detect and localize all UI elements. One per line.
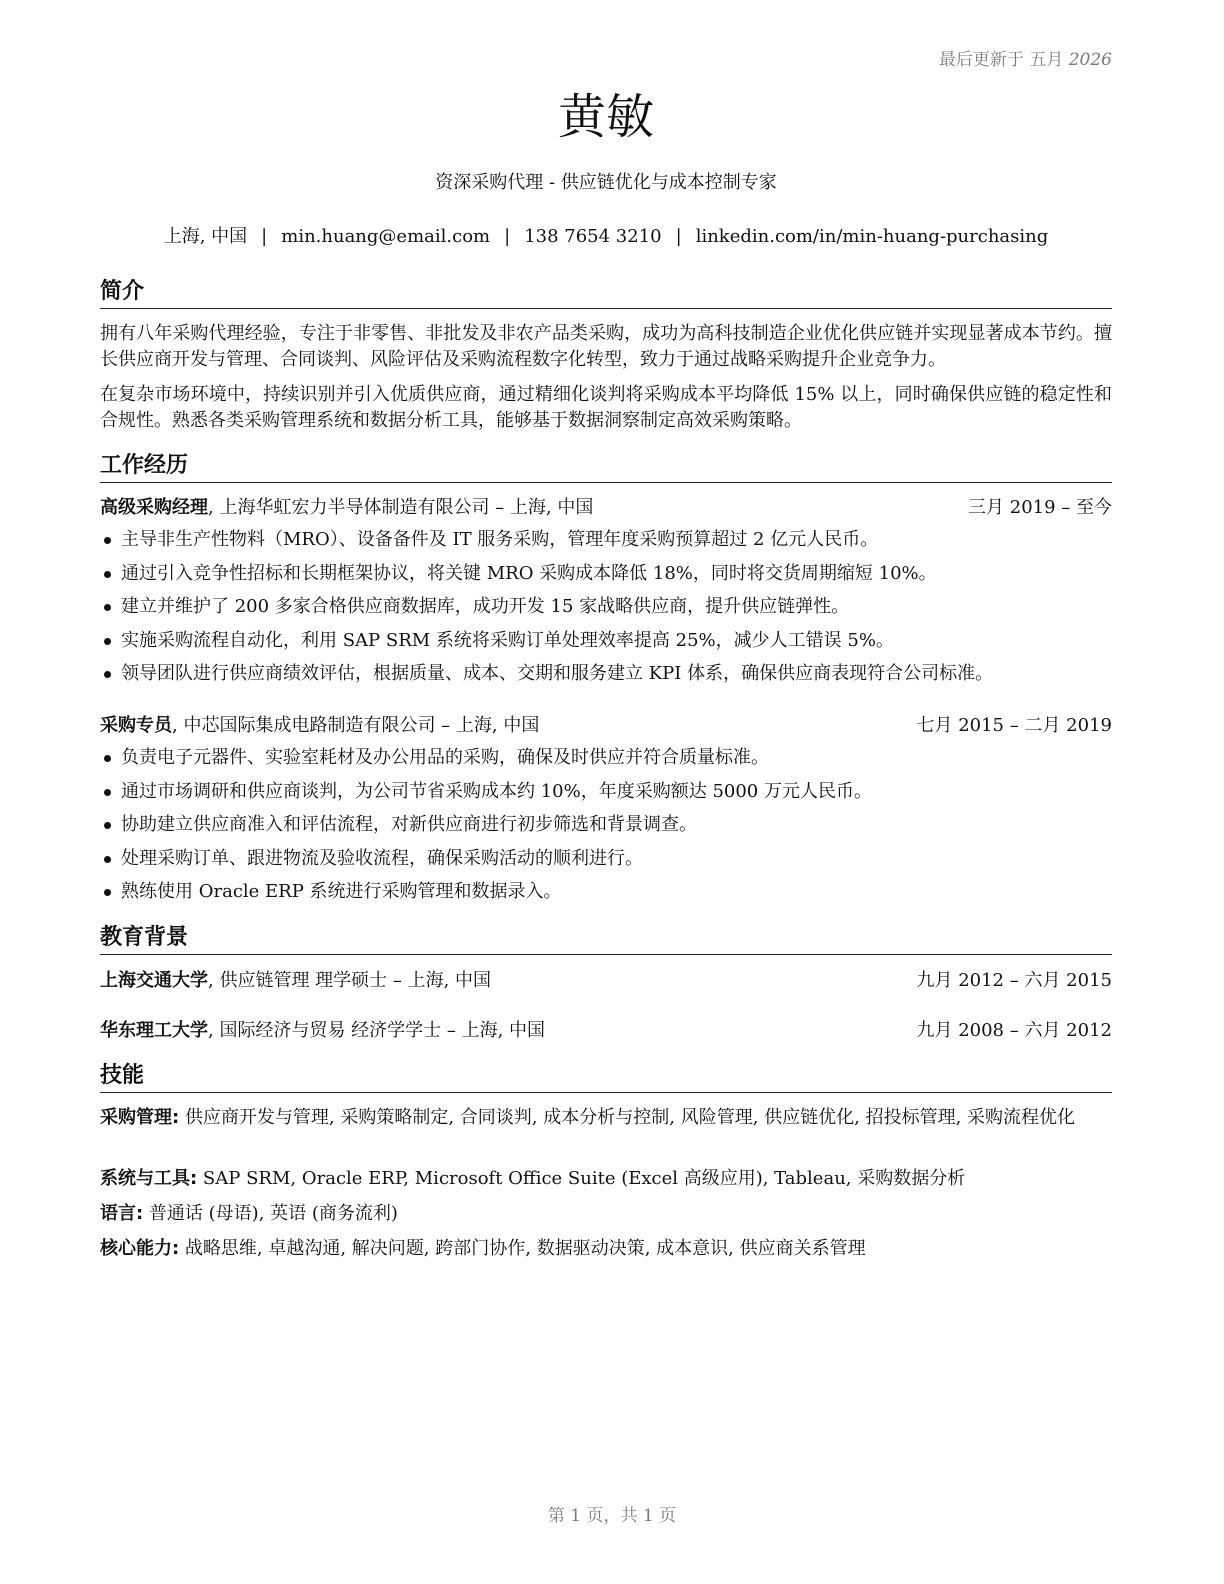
contact-line [100,225,1112,249]
job-role: 高级采购经理 [100,497,208,518]
education-school: 上海交通大学 [100,970,208,991]
contact-phone: 138 7654 3210 [524,226,662,247]
section-title-skills: 技能 [100,1062,1112,1093]
education-entry [100,1018,1112,1044]
skill-text: 供应商开发与管理, 采购策略制定, 合同谈判, 成本分析与控制, 风险管理, 供应链优化, 招投标管理, 采购流程优化 [179,1107,1076,1128]
contact-location: 上海, 中国 [163,226,248,247]
job-role: 采购专员 [100,715,172,736]
skill-label: 采购管理: [100,1107,180,1128]
skill-label: 语言: [100,1203,144,1224]
last-updated-year: 2026 [1068,50,1112,70]
job-company: , 中芯国际集成电路制造有限公司 – 上海, 中国 [172,715,540,736]
headline: 资深采购代理 - 供应链优化与成本控制专家 [435,172,777,193]
education-dates: 九月 2012 – 六月 2015 [916,970,1112,991]
contact-separator: | [261,226,268,247]
page-footer: 第 1 页，共 1 页 [547,1506,677,1526]
job-header [100,713,1112,739]
education-dates: 九月 2008 – 六月 2012 [916,1020,1112,1041]
contact-email[interactable]: min.huang@email.com [281,226,491,247]
job-bullet: 领导团队进行供应商绩效评估，根据质量、成本、交期和服务建立 KPI 体系，确保供应商表现符合公司标准。 [100,661,1112,695]
summary-paragraph: 拥有八年采购代理经验，专注于非零售、非批发及非农产品类采购，成功为高科技制造企业优化供应链并实现显著成本节约。擅长供应商开发与管理、合同谈判、风险评估及采购流程数字化转型，致力于通过战略采购提升企业竞争力。 [100,323,1112,370]
job-bullet: 负责电子元器件、实验室耗材及办公用品的采购，确保及时供应并符合质量标准。 [100,745,1112,779]
last-updated [939,45,1112,70]
job-bullet: 协助建立供应商准入和评估流程，对新供应商进行初步筛选和背景调查。 [100,812,1112,846]
job-company: , 上海华虹宏力半导体制造有限公司 – 上海, 中国 [208,497,594,518]
last-updated-label: 最后更新于 [938,50,1024,70]
section-title-summary: 简介 [100,278,1112,309]
contact-separator: | [504,226,511,247]
skill-text: SAP SRM, Oracle ERP, Microsoft Office Suite (Excel 高级应用), Tableau, 采购数据分析 [197,1168,966,1189]
job-dates: 七月 2015 – 二月 2019 [916,715,1112,736]
skill-text: 战略思维, 卓越沟通, 解决问题, 跨部门协作, 数据驱动决策, 成本意识, 供应商关系管理 [179,1238,866,1259]
last-updated-month: 五月 [1029,50,1064,70]
job-bullet: 熟练使用 Oracle ERP 系统进行采购管理和数据录入。 [100,879,1112,913]
candidate-name: 黄敏 [557,89,654,145]
education-detail: , 供应链管理 理学硕士 – 上海, 中国 [208,970,492,991]
job-bullet: 处理采购订单、跟进物流及验收流程，确保采购活动的顺利进行。 [100,846,1112,880]
education-detail: , 国际经济与贸易 经济学学士 – 上海, 中国 [208,1020,546,1041]
skill-line [100,1201,1112,1227]
education-school: 华东理工大学 [100,1020,208,1041]
job-bullet: 主导非生产性物料（MRO）、设备备件及 IT 服务采购，管理年度采购预算超过 2 亿元人民币。 [100,527,1112,561]
skill-text: 普通话 (母语), 英语 (商务流利) [143,1203,398,1224]
skill-label: 系统与工具: [100,1168,198,1189]
job-dates: 三月 2019 – 至今 [968,497,1112,518]
job-header [100,495,1112,521]
section-title-experience: 工作经历 [100,452,1112,483]
job-bullets [100,745,1112,913]
job-bullet: 通过市场调研和供应商谈判，为公司节省采购成本约 10%，年度采购额达 5000 万元人民币。 [100,779,1112,813]
section-title-education: 教育背景 [100,924,1112,955]
summary-paragraph: 在复杂市场环境中，持续识别并引入优质供应商，通过精细化谈判将采购成本平均降低 15% 以上，同时确保供应链的稳定性和合规性。熟悉各类采购管理系统和数据分析工具，能够基于数据洞察制定高效采购策略。 [100,384,1112,431]
job-bullet: 通过引入竞争性招标和长期框架协议，将关键 MRO 采购成本降低 18%，同时将交货周期缩短 10%。 [100,561,1112,595]
skill-label: 核心能力: [100,1238,180,1259]
contact-separator: | [675,226,682,247]
job-bullets [100,527,1112,695]
contact-linkedin[interactable]: linkedin.com/in/min-huang-purchasing [695,226,1049,247]
job-bullet: 建立并维护了 200 多家合格供应商数据库，成功开发 15 家战略供应商，提升供应链弹性。 [100,594,1112,628]
skill-line [100,1236,1112,1262]
job-bullet: 实施采购流程自动化，利用 SAP SRM 系统将采购订单处理效率提高 25%，减少人工错误 5%。 [100,628,1112,662]
education-entry [100,968,1112,994]
skill-line [100,1166,1112,1192]
skill-line [100,1105,1112,1131]
